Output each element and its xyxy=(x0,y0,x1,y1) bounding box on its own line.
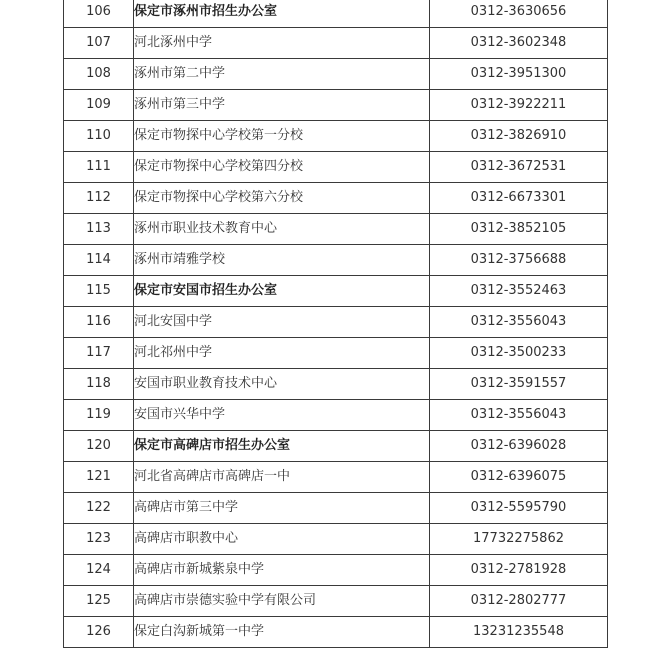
table-row xyxy=(64,586,608,617)
table-row xyxy=(64,245,608,276)
institution-name: 高碑店市职教中心 xyxy=(134,524,430,555)
row-number: 114 xyxy=(64,245,134,276)
table-row xyxy=(64,90,608,121)
phone-number: 0312-5595790 xyxy=(430,493,608,524)
institution-name: 河北安国中学 xyxy=(134,307,430,338)
institution-name: 高碑店市崇德实验中学有限公司 xyxy=(134,586,430,617)
row-number: 126 xyxy=(64,617,134,648)
institution-name: 保定市安国市招生办公室 xyxy=(134,276,430,307)
table-row xyxy=(64,524,608,555)
row-number: 122 xyxy=(64,493,134,524)
phone-number: 0312-3591557 xyxy=(430,369,608,400)
table-row xyxy=(64,28,608,59)
row-number: 110 xyxy=(64,121,134,152)
phone-number: 0312-3826910 xyxy=(430,121,608,152)
institution-name: 安国市职业教育技术中心 xyxy=(134,369,430,400)
row-number: 117 xyxy=(64,338,134,369)
table-row xyxy=(64,183,608,214)
phone-number: 17732275862 xyxy=(430,524,608,555)
table-row xyxy=(64,431,608,462)
table-row xyxy=(64,0,608,28)
table-row xyxy=(64,59,608,90)
row-number: 120 xyxy=(64,431,134,462)
table-row xyxy=(64,369,608,400)
table-row xyxy=(64,307,608,338)
row-number: 116 xyxy=(64,307,134,338)
contacts-table xyxy=(63,0,608,648)
phone-number: 0312-6396075 xyxy=(430,462,608,493)
row-number: 125 xyxy=(64,586,134,617)
table-row xyxy=(64,338,608,369)
row-number: 124 xyxy=(64,555,134,586)
institution-name: 安国市兴华中学 xyxy=(134,400,430,431)
row-number: 123 xyxy=(64,524,134,555)
phone-number: 0312-3922211 xyxy=(430,90,608,121)
institution-name: 涿州市靖雅学校 xyxy=(134,245,430,276)
phone-number: 0312-2802777 xyxy=(430,586,608,617)
institution-name: 高碑店市第三中学 xyxy=(134,493,430,524)
institution-name: 河北省高碑店市高碑店一中 xyxy=(134,462,430,493)
table-body xyxy=(64,0,608,648)
table-row xyxy=(64,493,608,524)
row-number: 108 xyxy=(64,59,134,90)
institution-name: 涿州市职业技术教育中心 xyxy=(134,214,430,245)
table-row xyxy=(64,214,608,245)
institution-name: 涿州市第三中学 xyxy=(134,90,430,121)
row-number: 113 xyxy=(64,214,134,245)
table-row xyxy=(64,617,608,648)
phone-number: 0312-3556043 xyxy=(430,307,608,338)
phone-number: 0312-3756688 xyxy=(430,245,608,276)
institution-name: 河北涿州中学 xyxy=(134,28,430,59)
phone-number: 0312-3672531 xyxy=(430,152,608,183)
row-number: 121 xyxy=(64,462,134,493)
phone-number: 0312-3852105 xyxy=(430,214,608,245)
row-number: 111 xyxy=(64,152,134,183)
institution-name: 保定市高碑店市招生办公室 xyxy=(134,431,430,462)
phone-number: 0312-6396028 xyxy=(430,431,608,462)
table-row xyxy=(64,152,608,183)
row-number: 106 xyxy=(64,0,134,28)
phone-number: 0312-3630656 xyxy=(430,0,608,28)
table-row xyxy=(64,462,608,493)
table-row xyxy=(64,121,608,152)
row-number: 109 xyxy=(64,90,134,121)
phone-number: 0312-3500233 xyxy=(430,338,608,369)
phone-number: 0312-3602348 xyxy=(430,28,608,59)
row-number: 118 xyxy=(64,369,134,400)
institution-name: 河北祁州中学 xyxy=(134,338,430,369)
institution-name: 涿州市第二中学 xyxy=(134,59,430,90)
row-number: 119 xyxy=(64,400,134,431)
table-row xyxy=(64,276,608,307)
phone-number: 13231235548 xyxy=(430,617,608,648)
row-number: 107 xyxy=(64,28,134,59)
table-row xyxy=(64,400,608,431)
institution-name: 保定市物探中心学校第六分校 xyxy=(134,183,430,214)
institution-name: 保定市涿州市招生办公室 xyxy=(134,0,430,28)
phone-number: 0312-3951300 xyxy=(430,59,608,90)
table-row xyxy=(64,555,608,586)
row-number: 112 xyxy=(64,183,134,214)
institution-name: 保定白沟新城第一中学 xyxy=(134,617,430,648)
phone-number: 0312-3556043 xyxy=(430,400,608,431)
phone-number: 0312-3552463 xyxy=(430,276,608,307)
institution-name: 保定市物探中心学校第四分校 xyxy=(134,152,430,183)
institution-name: 保定市物探中心学校第一分校 xyxy=(134,121,430,152)
phone-number: 0312-6673301 xyxy=(430,183,608,214)
row-number: 115 xyxy=(64,276,134,307)
phone-number: 0312-2781928 xyxy=(430,555,608,586)
institution-name: 高碑店市新城紫泉中学 xyxy=(134,555,430,586)
